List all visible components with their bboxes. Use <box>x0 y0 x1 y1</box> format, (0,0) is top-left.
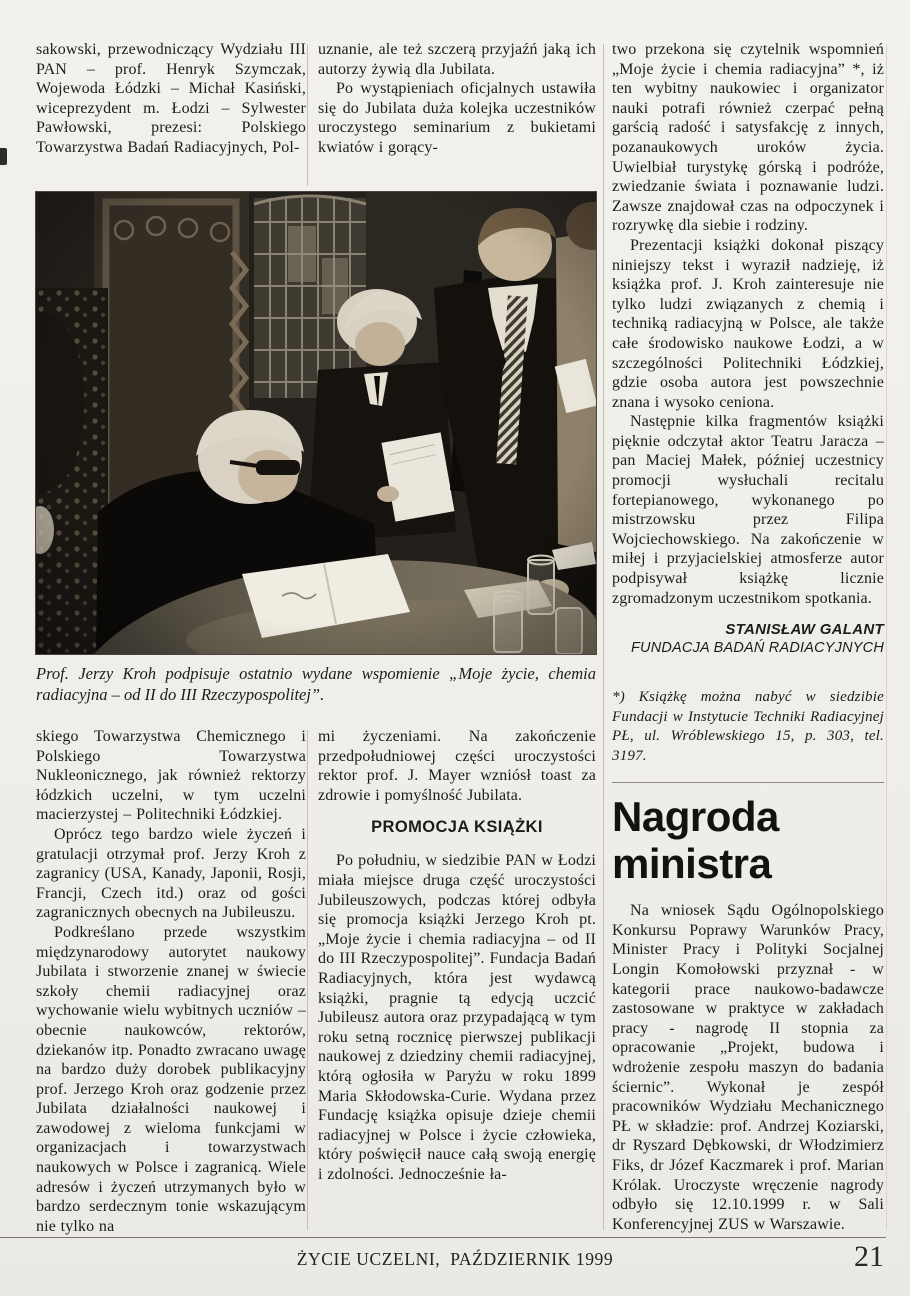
signature-block <box>612 620 884 658</box>
award-article-heading: Nagroda ministra <box>612 793 779 888</box>
column-separator <box>307 730 308 1230</box>
jubilee-paragraph: skiego Towarzystwa Chemicznego i Polskiego Towarzystwa Nukleonicznego, jak również rektorzy łódzkich uczelni, w tym uczelni macierzystej – Politechniki Łódzkiej. <box>36 728 306 824</box>
jubilee-paragraph: Po wystąpieniach oficjalnych ustawiła się do Jubilata duża kolejka uczestników uroczystego seminarium z bukietami kwiatów i gorący- <box>318 80 596 156</box>
footnote: *) Książkę można nabyć w siedzibie Fundacji w Instytucie Techniki Radiacyjnej PŁ, ul. Wróblewskiego 15, p. 303, tel. 3197. <box>612 689 884 764</box>
column-separator <box>603 44 604 1230</box>
footer-journal-title: ŻYCIE UCZELNI, PAŹDZIERNIK 1999 <box>296 1249 614 1269</box>
jubilee-paragraph: uznanie, ale też szczerą przyjaźń jaką ich autorzy żywią dla Jubilata. <box>318 41 596 78</box>
promo-section-heading: PROMOCJA KSIĄŻKI <box>371 818 543 837</box>
jubilee-paragraph: mi życzeniami. Na zakończenie przedpołudniowej części uroczystości rektor prof. J. Mayer wzniósł toast za zdrowie i pomyślność Jubilata. <box>318 728 596 804</box>
column-separator <box>307 44 308 186</box>
author-organization: FUNDACJA BADAŃ RADIACYJNYCH <box>630 640 884 657</box>
photo-caption: Prof. Jerzy Kroh podpisuje ostatnio wydane wspomienie „Moje życie, chemia radiacyjna – od II do III Rzeczypospolitej”. <box>36 664 596 704</box>
footer-divider <box>0 1237 886 1238</box>
jubilee-paragraph: Po południu, w siedzibie PAN w Łodzi miała miejsce druga część uroczystości Jubileuszowych, podczas której odbyła się promocja książki Jerzego Kroh pt. „Moje życie i chemia radiacyjna – od II do III Rzeczypospolitej”. Fundacja Badań Radiacyjnych, która jest wydawcą książki, pragnie tą edycją uczcić Jubileusz autora oraz przypadającą w tym roku setną rocznicę pierwszej publikacji naukowej z dziedziny chemii radiacyjnej, którą ogłosiła w Paryżu w roku 1899 Maria Skłodowska-Curie. Wydana przez Fundację książka opisuje dzieje chemii radiacyjnej w Polsce i życie człowieka, który poświęcił nauce całą swoją energię i zdolności. Jednocześnie ła- <box>318 852 596 1183</box>
award-article-body: Na wniosek Sądu Ogólnopolskiego Konkursu Poprawy Warunków Pracy, Minister Pracy i Polityki Socjalnej Longin Komołowski przyznał - w kategorii prace naukowo-badawcze zastosowane w praktyce w zakładach pracy - nagrodę II stopnia za opracowanie „Projekt, budowa i wdrożenie zespołu maszyn do badania ściernic”. Wykonał je zespół pracowników Wydziału Mechanicznego PŁ w składzie: prof. Andrzej Koziarski, dr Ryszard Dębkowski, dr Włodzimierz Fiks, dr Józef Kaczmarek i prof. Marian Królak. Uroczyste wręczenie nagrody odbyło się 12.10.1999 r. w Sali Konferencyjnej ZUS w Warszawie. <box>612 902 884 1233</box>
jubilee-paragraph: Prezentacji książki dokonał piszący niniejszy tekst i wyraził nadzieję, iż książka prof. J. Kroh zainteresuje nie tylko ludzi związanych z chemią i techniką radiacyjną w Polsce, ale także całe środowisko naukowe Łodzi, a w szczególności Politechniki Łódzkiej, gdzie osoba autora jest powszechnie znana i wysoko ceniona. <box>612 236 884 411</box>
section-divider <box>612 782 884 783</box>
jubilee-col1-bottom <box>36 727 306 1236</box>
jubilee-paragraph: Podkreślano przede wszystkim międzynarodowy autorytet naukowy Jubilata i stworzenie znanej w świecie szkoły chemii radiacyjnej oraz wychowanie wielu wybitnych uczniów – obecnie naukowców, rektorów, dziekanów itp. Ponadto zwracano uwagę na bardzo duży dorobek publikacyjny prof. Jerzego Kroh oraz godzenie przez Jubilata działalności naukowej i zawodowej z wieloma funkcjami w organizacjach i towarzystwach naukowych w Polsce i zagranicą. Wiele adresów i życzeń utrzymanych było w bardzo serdecznym tonie wskazującym nie tylko na <box>36 923 306 1235</box>
jubilee-col1-top <box>36 40 306 158</box>
page-edge-rule <box>886 44 887 1230</box>
page-number: 21 <box>854 1240 884 1273</box>
right-column <box>612 40 884 1234</box>
jubilee-col2-bottom <box>318 727 596 1184</box>
author-name: STANISŁAW GALANT <box>725 621 884 639</box>
scan-artifact <box>0 148 7 165</box>
jubilee-paragraph: Następnie kilka fragmentów książki pięknie odczytał aktor Teatru Jaracza – pan Maciej Małek, później uczestnicy promocji wysłuchali recitalu fortepianowego, wykonanego po mistrzowsku przez Filipa Wojciechowskiego. Na zakończenie w miłej i przyjacielskiej atmosferze autor podpisywał książkę licznie zgromadzonym uczestnikom spotkania. <box>612 413 884 607</box>
event-photo-figure <box>36 192 596 654</box>
jubilee-paragraph: sakowski, przewodniczący Wydziału III PAN – prof. Henryk Szymczak, Wojewoda Łódzki – Michał Kasiński, wiceprezydent m. Łodzi – Sylwester Pawłowski, prezesi: Polskiego Towarzystwa Badań Radiacyjnych, Pol- <box>36 41 306 156</box>
photo-vignette <box>36 192 596 654</box>
jubilee-paragraph: two przekona się czytelnik wspomnień „Moje życie i chemia radiacyjna” *, iż ten wybitny naukowiec i organizator nauki potrafi również czerpać pełną garścią radość i satysfakcję z innych, pozanaukowych uroków życia. Uwielbiał turystykę górską i podróże, zwiedzanie świata i poznawanie ludzi. Zawsze znajdował czas na odpoczynek i rozrywkę dla siebie i rodziny. <box>612 41 884 235</box>
jubilee-col2-top <box>318 40 596 158</box>
event-photo <box>36 192 596 654</box>
jubilee-paragraph: Oprócz tego bardzo wiele życzeń i gratulacji otrzymał prof. Jerzy Kroh z zagranicy (USA, Kanady, Japonii, Rosji, Francji, Czech itd.) oraz od gości zagranicznych obecnych na Jubileuszu. <box>36 825 306 922</box>
